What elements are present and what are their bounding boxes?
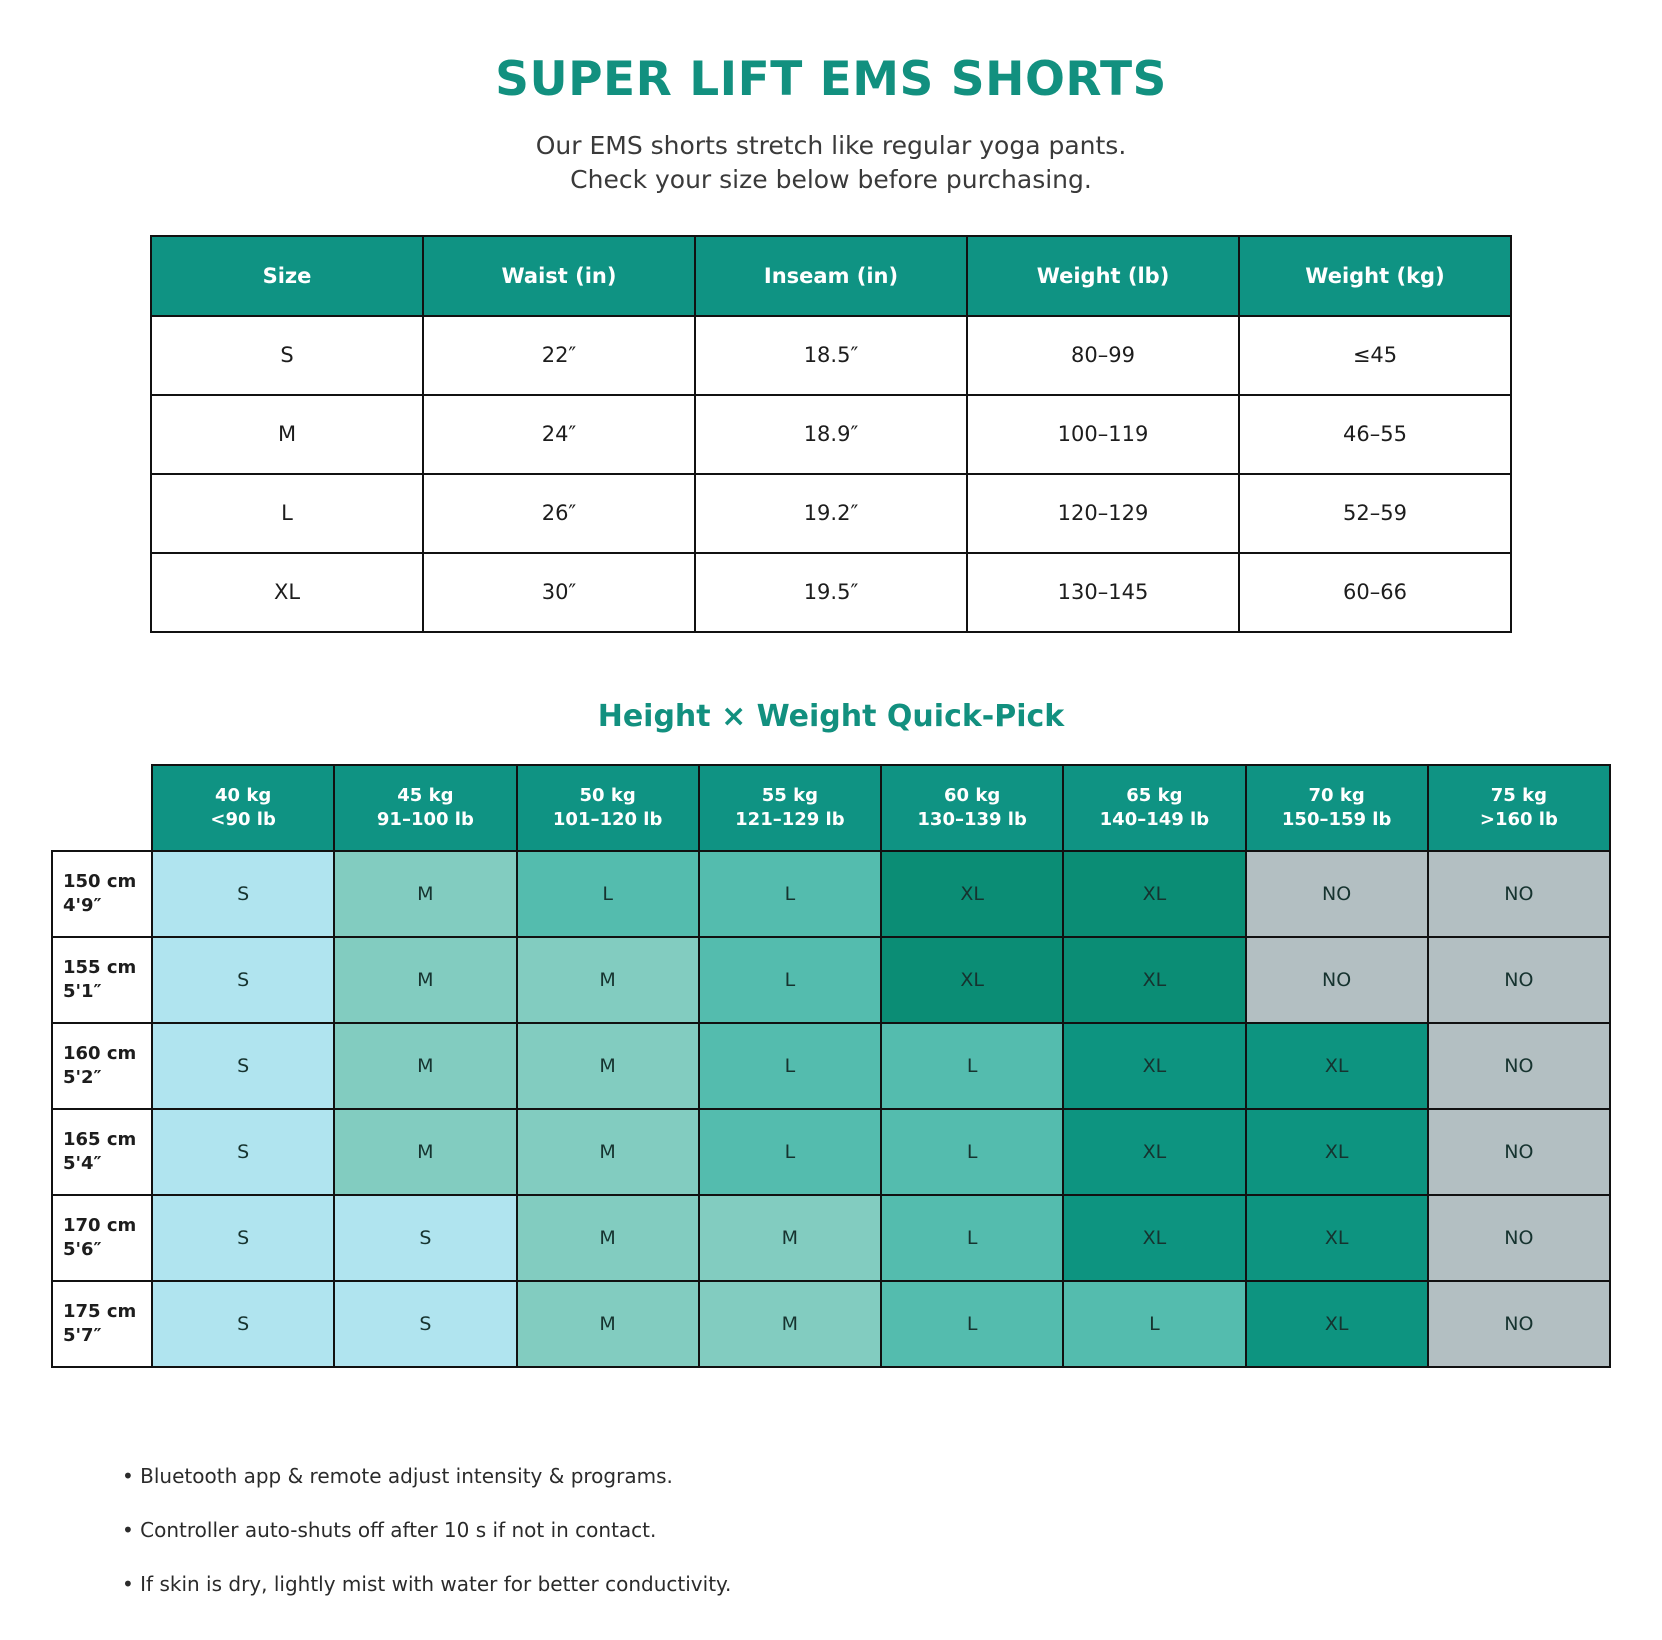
quick-pick-cell: XL xyxy=(1246,1281,1428,1367)
row-header-cm: 150 cm xyxy=(63,871,137,893)
col-header-lb: <90 lb xyxy=(210,808,276,830)
quick-pick-title: Height × Weight Quick-Pick xyxy=(597,698,1065,734)
quick-pick-row-header xyxy=(52,1023,152,1109)
col-header-kg: 50 kg xyxy=(579,785,636,807)
col-header-lb: 101–120 lb xyxy=(552,808,663,830)
quick-pick-cell: NO xyxy=(1428,1109,1610,1195)
row-header-cm: 175 cm xyxy=(63,1301,137,1323)
size-value-cell: 26″ xyxy=(423,474,695,553)
quick-pick-cell: M xyxy=(517,1195,699,1281)
quick-pick-cell: L xyxy=(699,851,881,937)
quick-pick-table xyxy=(51,764,1611,1368)
table-row xyxy=(151,316,1511,395)
col-header-kg: 55 kg xyxy=(761,785,818,807)
quick-pick-head xyxy=(52,765,1610,851)
quick-pick-cell: S xyxy=(152,851,334,937)
page-subtitle xyxy=(0,129,1662,197)
col-header-kg: 70 kg xyxy=(1308,785,1365,807)
quick-pick-col-header xyxy=(699,765,881,851)
quick-pick-container xyxy=(51,764,1611,1368)
quick-pick-cell: M xyxy=(334,1023,516,1109)
quick-pick-cell: L xyxy=(1063,1281,1245,1367)
quick-pick-row-header xyxy=(52,1109,152,1195)
quick-pick-cell: S xyxy=(152,1023,334,1109)
size-value-cell: 18.5″ xyxy=(695,316,967,395)
quick-pick-cell: NO xyxy=(1428,1195,1610,1281)
quick-pick-cell: S xyxy=(152,1109,334,1195)
quick-pick-cell: XL xyxy=(1063,1195,1245,1281)
size-table-col-header: Inseam (in) xyxy=(695,236,967,316)
size-label-cell: S xyxy=(151,316,423,395)
quick-pick-cell: M xyxy=(517,937,699,1023)
quick-pick-row-header xyxy=(52,1195,152,1281)
note-item: • Controller auto-shuts off after 10 s if not in contact. xyxy=(122,1517,657,1542)
size-value-cell: 120–129 xyxy=(967,474,1239,553)
col-header-kg: 60 kg xyxy=(944,785,1001,807)
quick-pick-cell: S xyxy=(152,937,334,1023)
col-header-lb: 91–100 lb xyxy=(376,808,474,830)
col-header-kg: 45 kg xyxy=(397,785,454,807)
row-header-ft: 5'1″ xyxy=(63,980,102,1002)
row-header-cm: 160 cm xyxy=(63,1043,137,1065)
quick-pick-cell: M xyxy=(334,937,516,1023)
quick-pick-cell: S xyxy=(334,1195,516,1281)
quick-pick-cell: XL xyxy=(881,937,1063,1023)
note-item: • Bluetooth app & remote adjust intensity & programs. xyxy=(122,1463,673,1488)
size-table-col-header: Waist (in) xyxy=(423,236,695,316)
quick-pick-cell: XL xyxy=(1063,851,1245,937)
quick-pick-cell: NO xyxy=(1428,1281,1610,1367)
quick-pick-col-header xyxy=(881,765,1063,851)
size-value-cell: 22″ xyxy=(423,316,695,395)
quick-pick-col-header xyxy=(1428,765,1610,851)
table-row xyxy=(52,1281,1610,1367)
size-table xyxy=(150,235,1512,633)
quick-pick-cell: XL xyxy=(1063,1109,1245,1195)
quick-pick-cell: L xyxy=(881,1109,1063,1195)
quick-pick-cell: L xyxy=(699,937,881,1023)
size-value-cell: 52–59 xyxy=(1239,474,1511,553)
quick-pick-cell: NO xyxy=(1428,1023,1610,1109)
quick-pick-cell: XL xyxy=(1063,1023,1245,1109)
size-table-head xyxy=(151,236,1511,316)
size-table-col-header: Size xyxy=(151,236,423,316)
quick-pick-cell: XL xyxy=(1246,1023,1428,1109)
quick-pick-col-header xyxy=(517,765,699,851)
subtitle-line-1: Our EMS shorts stretch like regular yoga pants. xyxy=(535,131,1127,160)
col-header-kg: 65 kg xyxy=(1126,785,1183,807)
row-header-ft: 5'2″ xyxy=(63,1066,102,1088)
quick-pick-cell: XL xyxy=(1246,1109,1428,1195)
row-header-cm: 155 cm xyxy=(63,957,137,979)
page-title: SUPER LIFT EMS SHORTS xyxy=(495,52,1167,107)
col-header-lb: 150–159 lb xyxy=(1281,808,1392,830)
quick-pick-corner-cell xyxy=(52,765,152,851)
size-table-col-header: Weight (lb) xyxy=(967,236,1239,316)
quick-pick-cell: M xyxy=(699,1195,881,1281)
subtitle-line-2: Check your size below before purchasing. xyxy=(570,164,1092,194)
size-table-body xyxy=(151,316,1511,632)
table-row xyxy=(52,1109,1610,1195)
quick-pick-cell: L xyxy=(699,1109,881,1195)
table-row xyxy=(151,474,1511,553)
col-header-kg: 75 kg xyxy=(1490,785,1547,807)
quick-pick-col-header xyxy=(334,765,516,851)
size-value-cell: 130–145 xyxy=(967,553,1239,632)
size-value-cell: 100–119 xyxy=(967,395,1239,474)
quick-pick-cell: M xyxy=(334,851,516,937)
quick-pick-cell: S xyxy=(152,1281,334,1367)
size-table-container xyxy=(150,235,1512,633)
notes-list xyxy=(0,1464,1662,1596)
size-value-cell: ≤45 xyxy=(1239,316,1511,395)
quick-pick-cell: XL xyxy=(1063,937,1245,1023)
size-value-cell: 19.5″ xyxy=(695,553,967,632)
size-table-header-row xyxy=(151,236,1511,316)
size-value-cell: 24″ xyxy=(423,395,695,474)
col-header-lb: 130–139 lb xyxy=(917,808,1027,830)
table-row xyxy=(52,851,1610,937)
size-label-cell: L xyxy=(151,474,423,553)
quick-pick-cell: M xyxy=(334,1109,516,1195)
row-header-ft: 5'6″ xyxy=(63,1238,102,1260)
size-label-cell: M xyxy=(151,395,423,474)
quick-pick-body xyxy=(52,851,1610,1367)
quick-pick-col-header xyxy=(152,765,334,851)
quick-pick-cell: L xyxy=(881,1281,1063,1367)
quick-pick-cell: XL xyxy=(881,851,1063,937)
quick-pick-cell: NO xyxy=(1246,851,1428,937)
quick-pick-cell: NO xyxy=(1428,937,1610,1023)
size-value-cell: 30″ xyxy=(423,553,695,632)
size-value-cell: 46–55 xyxy=(1239,395,1511,474)
size-value-cell: 80–99 xyxy=(967,316,1239,395)
size-value-cell: 18.9″ xyxy=(695,395,967,474)
quick-pick-cell: M xyxy=(517,1109,699,1195)
size-value-cell: 19.2″ xyxy=(695,474,967,553)
size-label-cell: XL xyxy=(151,553,423,632)
quick-pick-cell: NO xyxy=(1246,937,1428,1023)
quick-pick-cell: M xyxy=(699,1281,881,1367)
quick-pick-cell: M xyxy=(517,1281,699,1367)
row-header-ft: 4'9″ xyxy=(63,894,102,916)
quick-pick-cell: NO xyxy=(1428,851,1610,937)
quick-pick-cell: L xyxy=(881,1195,1063,1281)
col-header-lb: 121–129 lb xyxy=(735,808,845,830)
quick-pick-row-header xyxy=(52,937,152,1023)
quick-pick-cell: M xyxy=(517,1023,699,1109)
row-header-cm: 170 cm xyxy=(63,1215,137,1237)
note-item: • If skin is dry, lightly mist with water for better conductivity. xyxy=(122,1571,732,1596)
table-row xyxy=(52,937,1610,1023)
quick-pick-row-header xyxy=(52,1281,152,1367)
col-header-kg: 40 kg xyxy=(215,785,272,807)
col-header-lb: >160 lb xyxy=(1479,808,1558,830)
size-value-cell: 60–66 xyxy=(1239,553,1511,632)
row-header-ft: 5'4″ xyxy=(63,1152,102,1174)
row-header-ft: 5'7″ xyxy=(63,1324,102,1346)
quick-pick-cell: L xyxy=(517,851,699,937)
quick-pick-row-header xyxy=(52,851,152,937)
table-row xyxy=(52,1023,1610,1109)
quick-pick-col-header xyxy=(1063,765,1245,851)
quick-pick-cell: S xyxy=(152,1195,334,1281)
table-row xyxy=(151,553,1511,632)
table-row xyxy=(151,395,1511,474)
row-header-cm: 165 cm xyxy=(63,1129,137,1151)
quick-pick-col-header xyxy=(1246,765,1428,851)
quick-pick-cell: L xyxy=(881,1023,1063,1109)
size-table-col-header: Weight (kg) xyxy=(1239,236,1511,316)
col-header-lb: 140–149 lb xyxy=(1099,808,1210,830)
table-row xyxy=(52,1195,1610,1281)
quick-pick-cell: S xyxy=(334,1281,516,1367)
quick-pick-cell: L xyxy=(699,1023,881,1109)
quick-pick-cell: XL xyxy=(1246,1195,1428,1281)
quick-pick-header-row xyxy=(52,765,1610,851)
